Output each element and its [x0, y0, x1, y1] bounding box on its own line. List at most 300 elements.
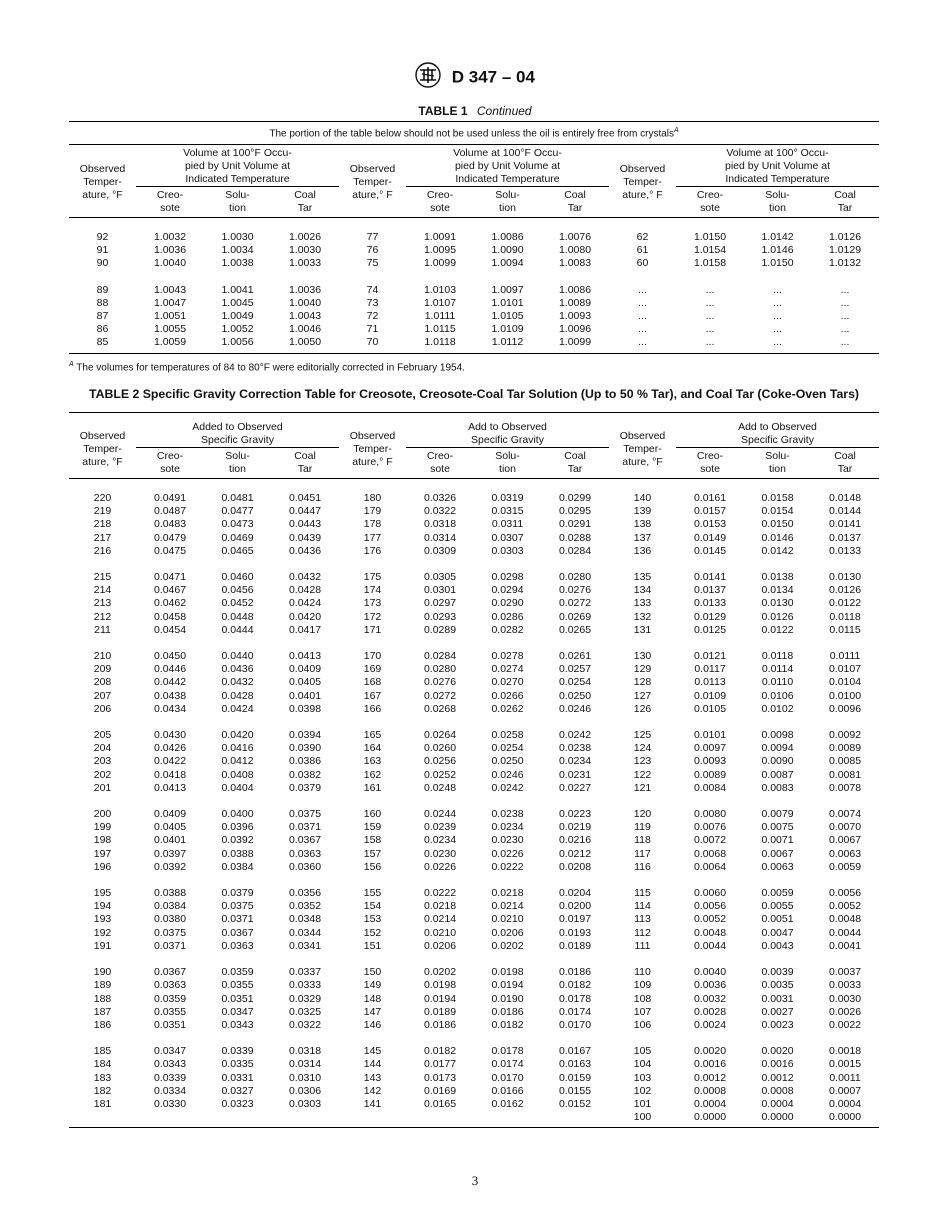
- table-cell: 1.0038: [221, 257, 254, 270]
- table-cell: 139: [633, 505, 652, 518]
- table-cell: 0.0154: [761, 505, 794, 518]
- table-cell: 0.0182: [491, 1018, 524, 1031]
- table-cell: 105: [633, 1045, 652, 1058]
- table-cell: 201: [93, 781, 112, 794]
- table-cell: 120: [633, 808, 652, 821]
- table-cell: ...: [638, 296, 647, 309]
- table-cell: 140: [633, 492, 652, 504]
- table-cell: 0.0098: [761, 729, 794, 742]
- table-cell: 0.0244: [423, 808, 457, 821]
- table-cell: 0.0178: [558, 992, 592, 1005]
- table-cell: 0.0052: [693, 913, 727, 926]
- table-cell: 0.0186: [423, 1018, 457, 1031]
- table-cell: 0.0270: [491, 676, 524, 689]
- table-cell: 0.0487: [153, 505, 187, 518]
- table-cell: 0.0397: [153, 847, 187, 860]
- table-cell: 163: [363, 755, 382, 768]
- table-cell: 0.0097: [693, 742, 727, 755]
- table-cell: 1.0051: [153, 310, 187, 323]
- table-cell: 0.0274: [491, 663, 524, 676]
- subheader-solu: Solu- tion: [474, 448, 541, 479]
- table-cell: 0.0444: [221, 623, 254, 636]
- table-cell: 0.0153: [693, 518, 727, 531]
- table-cell: 0.0469: [221, 531, 254, 544]
- table-cell: 0.0133: [693, 597, 727, 610]
- table-cell: 0.0150: [761, 518, 794, 531]
- table-row: [69, 821, 879, 834]
- table-row: [69, 1085, 879, 1098]
- table-cell: 0.0356: [288, 887, 322, 900]
- table-row: [69, 808, 879, 821]
- table-cell: 0.0047: [761, 926, 794, 939]
- table-cell: 0.0044: [693, 939, 727, 952]
- table-cell: 157: [363, 847, 382, 860]
- table-cell: 0.0067: [828, 834, 862, 847]
- table-row: [69, 297, 879, 310]
- table-cell: ...: [705, 310, 715, 323]
- table-cell: 0.0079: [761, 808, 794, 821]
- table-row: [69, 1006, 879, 1019]
- table-cell: 0.0226: [491, 847, 524, 860]
- table-row: [69, 284, 879, 297]
- table-cell: 121: [633, 781, 652, 794]
- table-cell: 0.0182: [423, 1045, 457, 1058]
- table-cell: 0.0159: [558, 1071, 592, 1084]
- table-cell: 0.0400: [221, 808, 254, 821]
- table-cell: 0.0194: [423, 992, 457, 1005]
- table-cell: 0.0371: [288, 821, 322, 834]
- table-cell: 0.0033: [828, 979, 862, 992]
- t2-observed-temp-header: Observed Temper- ature, °F: [79, 430, 126, 468]
- table-cell: 169: [363, 663, 382, 676]
- table-cell: 0.0401: [288, 689, 322, 702]
- table-cell: 0.0367: [221, 926, 254, 939]
- t1-observed-temp-header-2: Observed Temper- ature,° F: [339, 145, 406, 218]
- table-cell: 0.0043: [761, 939, 794, 952]
- table-cell: 0.0315: [491, 505, 524, 518]
- table-cell: 0.0436: [221, 663, 254, 676]
- t2-observed-temp-header-3: Observed Temper- ature, °F: [619, 430, 666, 468]
- table-cell: 0.0436: [288, 544, 322, 557]
- table-cell: 0.0094: [761, 742, 794, 755]
- table-row: [69, 545, 879, 558]
- table-cell: 0.0109: [693, 689, 727, 702]
- table-cell: 73: [366, 296, 379, 309]
- table-cell: 1.0091: [423, 231, 457, 243]
- table-cell: [69, 1111, 136, 1124]
- table-cell: 0.0110: [761, 676, 794, 689]
- table-cell: 0.0454: [153, 623, 187, 636]
- table-cell: 0.0087: [761, 768, 794, 781]
- table-cell: 0.0360: [288, 860, 322, 873]
- table-cell: 0.0186: [491, 1005, 524, 1018]
- table-cell: 0.0170: [491, 1071, 524, 1084]
- table-row: [69, 336, 879, 349]
- table-row: [69, 231, 879, 244]
- table2: [69, 412, 879, 1128]
- table-cell: 0.0004: [761, 1097, 794, 1110]
- table-cell: 0.0418: [153, 768, 187, 781]
- table-cell: 153: [363, 913, 382, 926]
- table-cell: 1.0101: [491, 296, 524, 309]
- table-row: [69, 492, 879, 505]
- table-cell: 0.0190: [491, 992, 524, 1005]
- table-row: [69, 624, 879, 637]
- table-cell: 1.0132: [828, 257, 862, 270]
- table-cell: 0.0380: [153, 913, 187, 926]
- table-row: [69, 848, 879, 861]
- table-cell: 0.0290: [491, 597, 524, 610]
- table-cell: 0.0276: [423, 676, 457, 689]
- table-cell: 1.0030: [288, 244, 322, 257]
- table-cell: 1.0115: [424, 323, 456, 336]
- table-cell: 0.0314: [288, 1058, 322, 1071]
- table-cell: 165: [363, 729, 382, 742]
- t1-observed-temp-header-3: Observed Temper- ature,° F: [609, 145, 676, 218]
- subheader-coal: Coal Tar: [811, 448, 879, 479]
- table1-body: [69, 218, 879, 354]
- table-cell: 0.0331: [221, 1071, 254, 1084]
- table-cell: 200: [93, 808, 112, 821]
- table-cell: 0.0081: [828, 768, 862, 781]
- table-cell: 1.0158: [693, 257, 727, 270]
- table-cell: 156: [363, 860, 382, 873]
- table-cell: 0.0206: [423, 939, 457, 952]
- table-cell: 1.0049: [221, 310, 254, 323]
- table-cell: 0.0214: [491, 900, 524, 913]
- table-cell: 0.0303: [491, 544, 524, 557]
- table-cell: 0.0000: [828, 1111, 862, 1124]
- table-cell: 0.0291: [558, 518, 592, 531]
- table-cell: 77: [366, 231, 379, 243]
- table-cell: 0.0458: [153, 610, 187, 623]
- table-cell: 0.0329: [288, 992, 322, 1005]
- table-cell: 1.0146: [761, 244, 794, 257]
- table-cell: 0.0174: [558, 1005, 592, 1018]
- table-cell: ...: [840, 336, 850, 349]
- table-cell: 1.0083: [558, 257, 592, 270]
- table-cell: 0.0204: [558, 887, 592, 900]
- table1: [69, 121, 879, 373]
- table-cell: 1.0111: [424, 310, 456, 323]
- table-cell: 187: [93, 1005, 112, 1018]
- table-row: [69, 611, 879, 624]
- table-cell: 0.0401: [153, 834, 187, 847]
- subheader-coal: Coal Tar: [271, 187, 339, 218]
- table-cell: ...: [705, 283, 715, 296]
- table-row: [69, 861, 879, 874]
- table-cell: 0.0451: [288, 492, 322, 504]
- table-cell: 1.0109: [491, 323, 524, 336]
- table-cell: 0.0305: [423, 571, 457, 584]
- subheader-solu: Solu- tion: [744, 187, 811, 218]
- table-cell: 0.0477: [221, 505, 254, 518]
- table-cell: 0.0456: [221, 584, 254, 597]
- table-cell: 154: [363, 900, 382, 913]
- table-cell: 212: [93, 610, 112, 623]
- table-cell: 0.0011: [829, 1071, 861, 1084]
- table-cell: 0.0282: [491, 623, 524, 636]
- table-cell: 0.0157: [693, 505, 727, 518]
- table-cell: 186: [93, 1018, 112, 1031]
- table-row: [69, 505, 879, 518]
- table-cell: 0.0037: [828, 966, 862, 979]
- table-row: [69, 571, 879, 584]
- table-cell: 204: [93, 742, 112, 755]
- document-header: [0, 62, 950, 93]
- table-cell: ...: [840, 296, 850, 309]
- table-cell: 0.0238: [491, 808, 524, 821]
- table-cell: 167: [363, 689, 382, 702]
- table-cell: 106: [633, 1018, 652, 1031]
- table-cell: 0.0428: [288, 584, 322, 597]
- table-cell: 0.0284: [423, 650, 457, 663]
- table-cell: 0.0230: [491, 834, 524, 847]
- table-cell: 0.0440: [221, 650, 254, 663]
- table-cell: 191: [93, 939, 112, 952]
- table-cell: 0.0438: [153, 689, 187, 702]
- subheader-solu: Solu- tion: [474, 187, 541, 218]
- table-cell: 0.0386: [288, 755, 322, 768]
- table-cell: 111: [634, 939, 651, 952]
- table-cell: 0.0388: [221, 847, 254, 860]
- table-cell: 0.0413: [288, 650, 322, 663]
- table-cell: 1.0047: [153, 296, 187, 309]
- table-cell: 0.0388: [153, 887, 187, 900]
- table-cell: 0.0443: [288, 518, 322, 531]
- table-cell: 1.0150: [761, 257, 794, 270]
- table-cell: 1.0097: [491, 283, 524, 296]
- table-cell: 117: [634, 847, 651, 860]
- table-cell: 0.0344: [288, 926, 322, 939]
- table-cell: 0.0068: [693, 847, 727, 860]
- table-cell: 1.0034: [221, 244, 254, 257]
- table-cell: 0.0130: [828, 571, 862, 584]
- subheader-coal: Coal Tar: [541, 187, 609, 218]
- table-cell: 179: [363, 505, 382, 518]
- table-cell: 182: [93, 1084, 112, 1097]
- subheader-creo: Creo- sote: [136, 187, 204, 218]
- table-cell: 0.0121: [693, 650, 727, 663]
- table-cell: 0.0473: [221, 518, 254, 531]
- table-cell: 1.0142: [761, 231, 794, 243]
- table-cell: ...: [638, 310, 647, 323]
- table-cell: 0.0122: [828, 597, 862, 610]
- table-cell: 162: [363, 768, 382, 781]
- table-cell: 0.0434: [153, 702, 187, 715]
- table-cell: 0.0212: [558, 847, 592, 860]
- table-cell: 0.0272: [423, 689, 457, 702]
- table-cell: 0.0278: [491, 650, 524, 663]
- table-cell: 0.0355: [221, 979, 254, 992]
- table-cell: 0.0020: [761, 1045, 794, 1058]
- table-cell: 211: [94, 623, 111, 636]
- table-cell: 0.0048: [693, 926, 727, 939]
- table-row: [69, 979, 879, 992]
- table-cell: 0.0264: [423, 729, 457, 742]
- table-cell: 0.0230: [423, 847, 457, 860]
- table-cell: 131: [633, 623, 652, 636]
- table-cell: 0.0398: [288, 702, 322, 715]
- table-cell: 129: [633, 663, 652, 676]
- table-cell: 0.0182: [558, 979, 592, 992]
- table-cell: ...: [773, 323, 782, 336]
- table-cell: 0.0347: [221, 1005, 254, 1018]
- table-cell: 0.0031: [761, 992, 794, 1005]
- table-cell: 168: [363, 676, 382, 689]
- table-cell: 126: [633, 702, 652, 715]
- table-cell: 0.0026: [828, 1005, 862, 1018]
- table-cell: 0.0142: [761, 544, 794, 557]
- table-cell: 0.0276: [558, 584, 592, 597]
- table-cell: 127: [633, 689, 652, 702]
- table-cell: 0.0252: [423, 768, 457, 781]
- table-cell: 128: [633, 676, 652, 689]
- table-cell: 195: [93, 887, 112, 900]
- table-cell: 0.0138: [761, 571, 794, 584]
- table-cell: 203: [93, 755, 112, 768]
- table-row: [69, 769, 879, 782]
- table-cell: 75: [366, 257, 379, 270]
- notice-ref: A: [674, 126, 679, 134]
- table-row: [69, 1098, 879, 1111]
- table1-label: TABLE 1: [418, 104, 468, 118]
- t1-observed-temp-header: Observed Temper- ature, °F: [69, 145, 136, 218]
- table-cell: 0.0174: [491, 1058, 524, 1071]
- table-cell: ...: [705, 336, 715, 349]
- table-cell: 102: [633, 1084, 652, 1097]
- table-cell: ...: [773, 296, 782, 309]
- table-cell: 0.0198: [423, 979, 457, 992]
- table-cell: 0.0102: [761, 702, 794, 715]
- table-cell: 0.0234: [558, 755, 592, 768]
- table-cell: 0.0335: [221, 1058, 254, 1071]
- table-row: [69, 782, 879, 795]
- table-cell: 0.0227: [558, 781, 592, 794]
- table-cell: 0.0149: [693, 531, 727, 544]
- table-cell: 89: [96, 283, 109, 296]
- table-cell: 0.0165: [423, 1097, 457, 1110]
- table-cell: 1.0089: [558, 296, 592, 309]
- table-cell: ...: [840, 310, 850, 323]
- t1-volume-header-2: Volume at 100°F Occu- pied by Unit Volume at Indicated Temperature: [406, 145, 609, 187]
- table-cell: 166: [363, 702, 382, 715]
- table-cell: 1.0126: [828, 231, 862, 243]
- table-cell: 0.0409: [288, 663, 322, 676]
- table-cell: 0.0039: [761, 966, 794, 979]
- table-cell: 0.0036: [693, 979, 727, 992]
- table-cell: 155: [363, 887, 382, 900]
- table-cell: 1.0093: [558, 310, 592, 323]
- table-cell: 0.0424: [288, 597, 322, 610]
- table-cell: 1.0046: [288, 323, 322, 336]
- table1-caption: [0, 104, 950, 118]
- table-cell: 0.0422: [153, 755, 187, 768]
- table-cell: 0.0090: [761, 755, 794, 768]
- table-cell: 0.0063: [828, 847, 862, 860]
- table-cell: 0.0169: [423, 1084, 457, 1097]
- table-cell: 0.0080: [693, 808, 727, 821]
- table-cell: 1.0032: [153, 231, 187, 243]
- table-cell: 0.0056: [828, 887, 862, 900]
- table-row: [69, 729, 879, 742]
- table-cell: 0.0214: [423, 913, 457, 926]
- table-cell: 1.0080: [558, 244, 592, 257]
- table-cell: 119: [634, 821, 651, 834]
- table-cell: 0.0122: [761, 623, 794, 636]
- table-cell: 0.0101: [693, 729, 727, 742]
- table-cell: 0.0442: [153, 676, 187, 689]
- table-cell: 0.0083: [761, 781, 794, 794]
- table-cell: 0.0339: [153, 1071, 187, 1084]
- table-cell: 1.0154: [693, 244, 727, 257]
- table-cell: 0.0405: [288, 676, 322, 689]
- table-cell: 0.0072: [693, 834, 727, 847]
- table-cell: 210: [93, 650, 112, 663]
- table-row: [69, 310, 879, 323]
- table-cell: 0.0096: [828, 702, 862, 715]
- table-cell: 0.0210: [491, 913, 524, 926]
- t2-observed-temp-header-2: Observed Temper- ature,° F: [349, 430, 396, 468]
- table-cell: 0.0028: [693, 1005, 727, 1018]
- table-cell: 0.0284: [558, 544, 592, 557]
- table-cell: 0.0280: [423, 663, 457, 676]
- table-row: [69, 663, 879, 676]
- table-cell: 88: [96, 296, 109, 309]
- table-cell: 142: [363, 1084, 382, 1097]
- table-cell: [204, 1111, 271, 1124]
- table-cell: 0.0452: [221, 597, 254, 610]
- table-cell: 1.0043: [153, 283, 187, 296]
- table-cell: 183: [93, 1071, 112, 1084]
- table-cell: 0.0166: [491, 1084, 524, 1097]
- table-cell: 133: [633, 597, 652, 610]
- table-cell: 0.0269: [558, 610, 592, 623]
- table-cell: 0.0367: [153, 966, 187, 979]
- table-cell: 192: [93, 926, 112, 939]
- table-cell: 91: [96, 244, 109, 257]
- table-cell: 0.0347: [153, 1045, 187, 1058]
- table-cell: 152: [363, 926, 382, 939]
- table-cell: 0.0413: [153, 781, 187, 794]
- table-cell: 220: [93, 492, 112, 504]
- table-cell: 1.0150: [693, 231, 727, 243]
- table-cell: 208: [93, 676, 112, 689]
- table-cell: 0.0129: [693, 610, 727, 623]
- table-cell: 0.0375: [288, 808, 322, 821]
- table-cell: 103: [633, 1071, 652, 1084]
- table-cell: 0.0194: [491, 979, 524, 992]
- table-cell: ...: [773, 310, 782, 323]
- table-cell: 135: [633, 571, 652, 584]
- table-cell: 0.0226: [423, 860, 457, 873]
- table-cell: 0.0288: [558, 531, 592, 544]
- table-cell: 1.0055: [153, 323, 187, 336]
- table-row: [69, 532, 879, 545]
- table-cell: 0.0111: [829, 650, 861, 663]
- subheader-coal: Coal Tar: [541, 448, 609, 479]
- subheader-solu: Solu- tion: [204, 448, 271, 479]
- table-cell: 0.0471: [153, 571, 187, 584]
- table-cell: 202: [93, 768, 112, 781]
- table-cell: 0.0268: [423, 702, 457, 715]
- table-cell: 108: [633, 992, 652, 1005]
- subheader-creo: Creo- sote: [676, 187, 744, 218]
- table-cell: 0.0448: [221, 610, 254, 623]
- table-cell: 0.0189: [423, 1005, 457, 1018]
- table-cell: 0.0173: [423, 1071, 457, 1084]
- table-cell: 0.0289: [423, 623, 457, 636]
